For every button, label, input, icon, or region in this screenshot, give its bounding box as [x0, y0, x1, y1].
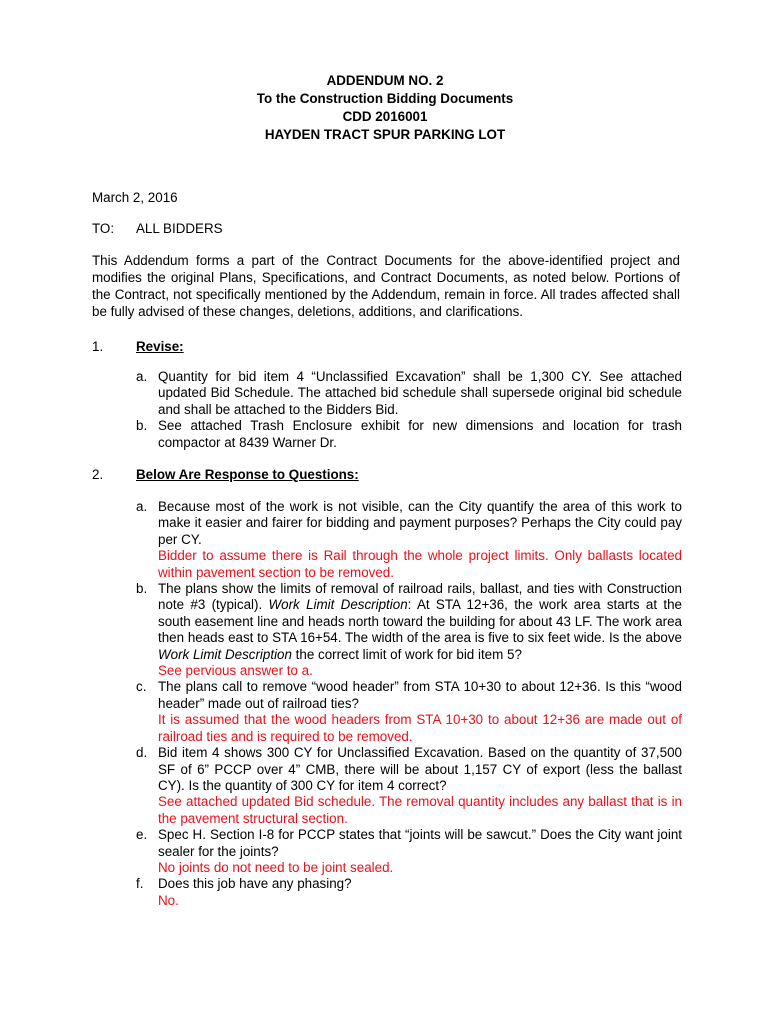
- item-letter: f.: [136, 876, 144, 892]
- section-1-title: Revise:: [136, 339, 184, 354]
- question-text: Spec H. Section I-8 for PCCP states that “joints will be sawcut.” Does the City want joint sealer for the joints?: [158, 827, 682, 859]
- project-code: CDD 2016001: [342, 109, 428, 124]
- intro-paragraph: This Addendum forms a part of the Contract Documents for the above-identified project and modifies the original Plans, Specifications, and Contract Documents, as noted below. Portions of the Contract, not specifically mentioned by the Addendum, remain in force. All trades affected shall be fully advised of these changes, deletions, additions, and clarifications.: [92, 253, 680, 319]
- answer-text: See attached updated Bid schedule. The removal quantity includes any ballast that is in the pavement structural section.: [158, 794, 682, 826]
- item-letter: b.: [136, 418, 148, 434]
- section-2-heading: [92, 467, 359, 482]
- question-part: The plans show the limits of removal of railroad rails, ballast, and ties with Construction note #3 (typical).: [158, 581, 682, 613]
- list-item: [136, 581, 682, 679]
- recipient-line: [92, 221, 223, 236]
- section-1-heading: [92, 339, 184, 354]
- list-item: [136, 418, 682, 451]
- list-item: [136, 369, 682, 418]
- question-part: : At STA 12+36, the work area starts at the south easement line and heads north toward the building for about 43 LF. The work area then heads east to STA 16+54. The width of the area is five to six feet wide. Is the above: [158, 597, 683, 646]
- list-item: [136, 745, 682, 827]
- section-2-title: Below Are Response to Questions:: [136, 467, 359, 482]
- item-letter: d.: [136, 745, 148, 761]
- answer-text: Bidder to assume there is Rail through the whole project limits. Only ballasts located within pavement section to be removed.: [158, 548, 682, 580]
- question-emphasis: Work Limit Description: [268, 597, 408, 613]
- addendum-title: ADDENDUM NO. 2: [326, 73, 444, 88]
- section-1-list: [136, 369, 682, 451]
- answer-text: No joints do not need to be joint sealed.: [158, 859, 394, 875]
- project-name: HAYDEN TRACT SPUR PARKING LOT: [264, 127, 506, 142]
- list-item: [136, 827, 682, 876]
- item-text: See attached Trash Enclosure exhibit for new dimensions and location for trash compactor at 8439 Warner Dr.: [158, 418, 682, 450]
- answer-text: No.: [158, 892, 179, 908]
- question-text: [158, 581, 682, 663]
- answer-text: It is assumed that the wood headers from STA 10+30 to about 12+36 are made out of railroad ties and is required to be removed.: [158, 712, 682, 744]
- answer-text: See pervious answer to a.: [158, 663, 313, 679]
- question-text: The plans call to remove “wood header” from STA 10+30 to about 12+36. Is this “wood header” made out of railroad ties?: [158, 679, 682, 711]
- question-text: Bid item 4 shows 300 CY for Unclassified Excavation. Based on the quantity of 37,500 SF of 6” PCCP over 4” CMB, there will be about 1,157 CY of export (less the ballast CY). Is the quantity of 300 CY for item 4 correct?: [158, 745, 682, 793]
- section-2-list: [136, 499, 682, 909]
- list-item: [136, 876, 682, 909]
- question-text: Because most of the work is not visible, can the City quantify the area of this work to make it easier and fairer for bidding and payment purposes? Perhaps the City could pay per CY.: [158, 499, 682, 547]
- section-2-number: 2.: [92, 467, 104, 482]
- item-letter: a.: [136, 369, 148, 384]
- to-value: ALL BIDDERS: [136, 221, 223, 236]
- document-date: March 2, 2016: [92, 190, 178, 205]
- document-header: [0, 72, 770, 144]
- item-letter: e.: [136, 827, 148, 843]
- question-emphasis: Work Limit Description: [158, 646, 292, 662]
- item-letter: c.: [136, 679, 147, 695]
- list-item: [136, 679, 682, 745]
- item-letter: a.: [136, 499, 148, 514]
- addendum-subtitle: To the Construction Bidding Documents: [256, 91, 514, 106]
- question-part: the correct limit of work for bid item 5?: [291, 646, 522, 662]
- item-text: Quantity for bid item 4 “Unclassified Excavation” shall be 1,300 CY. See attached updated Bid Schedule. The attached bid schedule shall supersede original bid schedule and shall be attached to the Bidders Bid.: [158, 369, 682, 417]
- question-text: Does this job have any phasing?: [158, 876, 352, 892]
- item-letter: b.: [136, 581, 148, 597]
- section-1-number: 1.: [92, 339, 104, 354]
- to-label: TO:: [92, 221, 115, 236]
- list-item: [136, 499, 682, 581]
